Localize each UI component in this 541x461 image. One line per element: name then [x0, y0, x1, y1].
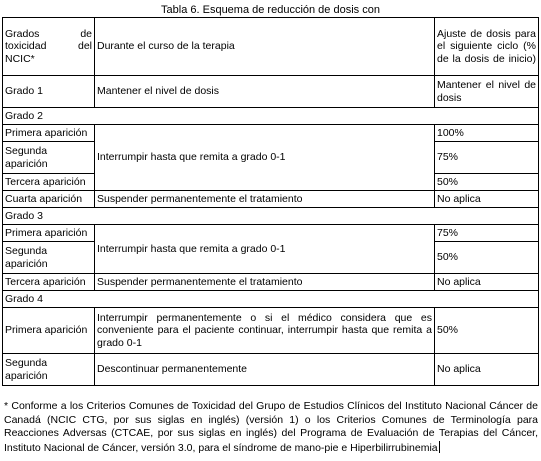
- grade3-during-3: Suspender permanentemente el tratamiento: [95, 274, 435, 291]
- grade2-during-4: Suspender permanentemente el tratamiento: [95, 191, 435, 208]
- footnote-text: * Conforme a los Criterios Comunes de Toxicidad del Grupo de Estudios Clínicos del Instituto Nacional Cáncer de Canadá (NCIC CTG, por sus siglas en inglés) (versión 1) o los Criterios Comunes de Terminología para Reacciones Adversas (CTCAE, por sus siglas en inglés) del Programa de Evaluación de Terapias del Cáncer, Instituto Nacional de Cáncer, versión 3.0, para el síndrome de mano-pie e Hiperbilirrubinemia: [4, 400, 538, 454]
- grade4-during-1: Interrumpir permanentemente o si el médico considera que es conveniente para el paciente continuar, interrumpir hasta que remita a grado 0-1: [95, 308, 435, 354]
- grade3-adjust-1: 75%: [435, 225, 539, 242]
- grade3-header-row: [3, 208, 539, 225]
- grade4-adjust-1: 50%: [435, 308, 539, 354]
- dose-reduction-table: [2, 17, 539, 386]
- table-row: [3, 191, 539, 208]
- header-dose-adjustment: Ajuste de dosis para el siguiente ciclo (% de la dosis de inicio): [435, 18, 539, 76]
- grade3-occurrence-2: Segunda aparición: [3, 242, 95, 274]
- grade2-adjust-2: 75%: [435, 142, 539, 174]
- grade3-during-shared: Interrumpir hasta que remita a grado 0-1: [95, 225, 435, 274]
- text-cursor: [439, 441, 440, 453]
- grade3-adjust-2: 50%: [435, 242, 539, 274]
- grade3-occurrence-3: Tercera aparición: [3, 274, 95, 291]
- table-row: [3, 125, 539, 142]
- table-row: [3, 225, 539, 242]
- header-during-therapy: Durante el curso de la terapia: [95, 18, 435, 76]
- grade4-adjust-2: No aplica: [435, 354, 539, 386]
- grade4-header-row: [3, 291, 539, 308]
- grade1-during: Mantener el nivel de dosis: [95, 76, 435, 108]
- grade4-during-2: Descontinuar permanentemente: [95, 354, 435, 386]
- grade3-label: Grado 3: [3, 208, 539, 225]
- grade1-adjust: Mantener el nivel de dosis: [435, 76, 539, 108]
- header-toxicity-grade: Grados de toxicidad del NCIC*: [3, 18, 95, 76]
- table-footnote: [4, 400, 538, 455]
- header-row: [3, 18, 539, 76]
- grade3-occurrence-1: Primera aparición: [3, 225, 95, 242]
- grade2-during-shared: Interrumpir hasta que remita a grado 0-1: [95, 125, 435, 191]
- table-row: [3, 308, 539, 354]
- grade1-label: Grado 1: [3, 76, 95, 108]
- grade3-adjust-3: No aplica: [435, 274, 539, 291]
- grade2-occurrence-1: Primera aparición: [3, 125, 95, 142]
- grade2-occurrence-3: Tercera aparición: [3, 174, 95, 191]
- grade1-row: [3, 76, 539, 108]
- grade2-adjust-4: No aplica: [435, 191, 539, 208]
- grade2-occurrence-2: Segunda aparición: [3, 142, 95, 174]
- grade2-header-row: [3, 108, 539, 125]
- grade4-occurrence-2: Segunda aparición: [3, 354, 95, 386]
- grade4-label: Grado 4: [3, 291, 539, 308]
- grade2-adjust-3: 50%: [435, 174, 539, 191]
- table-row: [3, 354, 539, 386]
- grade2-label: Grado 2: [3, 108, 539, 125]
- table-caption: Tabla 6. Esquema de reducción de dosis con: [161, 4, 380, 16]
- grade4-occurrence-1: Primera aparición: [3, 308, 95, 354]
- grade2-occurrence-4: Cuarta aparición: [3, 191, 95, 208]
- grade2-adjust-1: 100%: [435, 125, 539, 142]
- table-row: [3, 274, 539, 291]
